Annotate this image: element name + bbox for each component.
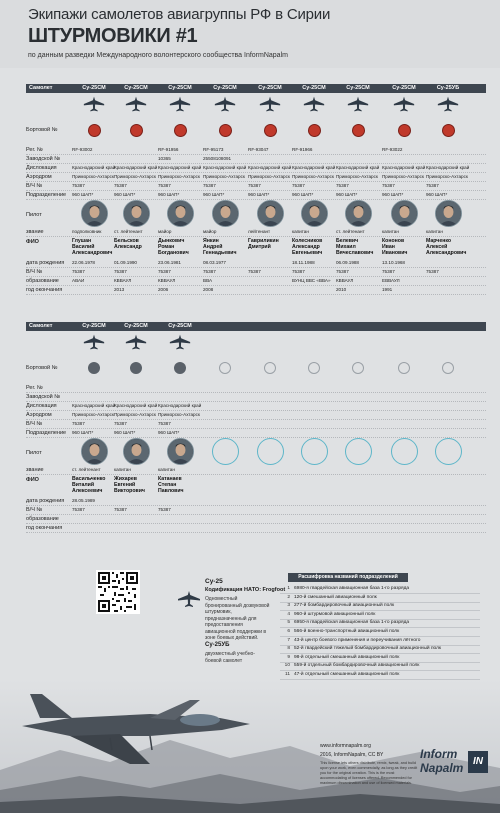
- row-label: Заводской №: [26, 156, 61, 162]
- row-cell: 960 ШАП*: [72, 430, 94, 435]
- pilot-name-part: Роман: [158, 244, 175, 250]
- data-row: [26, 429, 486, 438]
- aircraft-icon: [346, 95, 370, 118]
- row-cell: 960 ШАП*: [158, 192, 180, 197]
- unit-name: 120-й смешанный авиационный полк: [294, 594, 377, 600]
- pilot-name-part: Степан: [158, 482, 177, 488]
- crew-table-1: [26, 84, 486, 299]
- row-cell: Краснодарский край: [426, 165, 470, 170]
- row-cell: 75387: [72, 421, 85, 426]
- pilot-name-part: Марченко: [426, 238, 452, 244]
- row-cell: 2006: [158, 287, 169, 292]
- row-label: год окончания: [26, 525, 63, 531]
- row-cell: 75387: [114, 269, 127, 274]
- row-cell: 13.10.1968: [382, 260, 405, 265]
- row-cell: Краснодарский край: [114, 165, 158, 170]
- board-number-badge: [219, 362, 231, 374]
- row-cell: 75387: [426, 269, 439, 274]
- unit-name: 47-й отдельный смешанный авиационный полк: [294, 672, 400, 677]
- row-cell: 2013: [114, 287, 125, 292]
- pilot-rank: капитан: [426, 229, 443, 234]
- pilot-portrait: [301, 200, 328, 227]
- row-cell: Приморско-Ахтарск: [336, 174, 378, 179]
- pilot-name-part: Александр: [292, 244, 320, 250]
- pilot-name-part: Васильченко: [72, 476, 106, 482]
- aircraft-icon: [124, 333, 148, 356]
- unit-name: 559-й отдельный бомбардировочный авиационный полк: [294, 663, 420, 669]
- pilot-name-part: Андрей: [203, 244, 223, 250]
- row-cell: 75387: [292, 183, 305, 188]
- unit-number: 1: [287, 586, 290, 591]
- row-cell: 960 ШАП*: [292, 192, 314, 197]
- row-cell: КВВАУЛ: [336, 278, 354, 283]
- data-row: [26, 155, 486, 164]
- row-cell: Приморско-Ахтарск: [382, 174, 424, 179]
- row-cell: 2008: [203, 287, 214, 292]
- row-cell: 75387: [158, 507, 171, 512]
- row-cell: Краснодарский край: [158, 165, 202, 170]
- row-cell: Приморско-Ахтарск: [158, 174, 200, 179]
- pilot-name-part: Колесников: [292, 238, 323, 244]
- unit-name: 960-й штурмовой авиационный полк: [294, 611, 376, 617]
- aircraft-icon: [168, 95, 192, 118]
- row-cell: Краснодарский край: [158, 403, 202, 408]
- aircraft-icon: [82, 333, 106, 356]
- row-cell: RF-91966: [292, 147, 313, 152]
- pilot-portrait: [391, 438, 418, 465]
- unit-name: 566-й военно-транспортный авиационный полк: [294, 629, 400, 634]
- row-label: Дислокация: [26, 165, 57, 171]
- data-row: [26, 393, 486, 402]
- row-cell: Приморско-Ахтарск: [292, 174, 334, 179]
- row-label: образование: [26, 278, 59, 284]
- row-label: Дислокация: [26, 403, 57, 409]
- row-cell: 75387: [72, 507, 85, 512]
- row-cell: Краснодарский край: [336, 165, 380, 170]
- pilot-name-part: Богданович: [158, 250, 189, 256]
- pilot-portrait: [212, 200, 239, 227]
- pilot-name-part: Иван: [382, 244, 395, 250]
- row-cell: 75387: [292, 269, 305, 274]
- row-cell: 25508108091: [203, 156, 232, 161]
- aircraft-icon: [124, 95, 148, 118]
- row-cell: 22.06.1978: [72, 260, 95, 265]
- pilot-portrait: [435, 438, 462, 465]
- row-cell: 75387: [426, 183, 439, 188]
- unit-number: 11: [285, 672, 290, 677]
- rank-row: [26, 466, 486, 475]
- pilot-name-part: Александрович: [426, 250, 467, 256]
- row-cell: 75387: [114, 421, 127, 426]
- pilot-rank: капитан: [292, 229, 309, 234]
- row-cell: Краснодарский край: [248, 165, 292, 170]
- source-note: по данным разведки Международного волонтерского сообщества InformNapalm: [28, 52, 288, 59]
- unit-name: 6950-я гвардейская авиационная база 1-го разряда: [294, 620, 410, 626]
- aircraft-type-8: Су-25СМ: [392, 85, 416, 91]
- pilot-name-part: Бельсков: [114, 238, 139, 244]
- pilot-data-row: [26, 268, 486, 277]
- unit-number: 9: [287, 654, 290, 660]
- rank-label: звание: [26, 229, 44, 235]
- row-cell: 18.11.1988: [292, 260, 315, 265]
- board-number-badge: [264, 124, 277, 137]
- board-number-badge: [308, 124, 321, 137]
- pilot-portrait: [435, 200, 462, 227]
- row-cell: Приморско-Ахтарск: [203, 174, 245, 179]
- pilot-name-part: Дмитрий: [248, 244, 271, 250]
- pilot-name-part: Евгеньевич: [292, 250, 323, 256]
- data-row: [26, 411, 486, 420]
- pilot-name-part: Алексеевич: [72, 488, 103, 494]
- data-row: [26, 191, 486, 200]
- aircraft-type-6: Су-25СМ: [302, 85, 326, 91]
- pilot-portrait: [167, 200, 194, 227]
- row-cell: RF-91956: [158, 147, 179, 152]
- aircraft-header-bar: [26, 322, 486, 331]
- board-number-label: Бортовой №: [26, 127, 58, 133]
- qr-code[interactable]: [96, 570, 140, 614]
- row-cell: КВВАУЛ: [158, 278, 176, 283]
- row-label: В/Ч №: [26, 183, 43, 189]
- row-cell: 75387: [158, 421, 171, 426]
- board-number-label: Бортовой №: [26, 365, 58, 371]
- board-number-badge: [442, 362, 454, 374]
- aircraft-header-bar: [26, 84, 486, 93]
- rank-row: [26, 228, 486, 237]
- unit-name: 6980-я гвардейская авиационная база 1-го разряда: [294, 586, 410, 591]
- aircraft-type-2: Су-25СМ: [124, 323, 148, 329]
- unit-name: 98-й отдельный смешанный авиационный полк: [294, 654, 400, 660]
- row-cell: 960 ШАП*: [426, 192, 448, 197]
- aircraft-type-4: Су-25СМ: [213, 85, 237, 91]
- unit-number: 8: [287, 646, 290, 652]
- su25-title: Су-25: [205, 578, 223, 585]
- row-cell: 1991: [382, 287, 393, 292]
- pilot-portrait: [345, 438, 372, 465]
- footer: [0, 560, 500, 813]
- su25ub-description: двухместный учебно-боевой самолет: [205, 651, 255, 664]
- row-cell: 75387: [203, 269, 216, 274]
- pilot-data-row: [26, 259, 486, 268]
- crew-table-2: [26, 322, 486, 554]
- fio-label: ФИО: [26, 477, 39, 483]
- pilot-name-part: Викторович: [114, 488, 145, 494]
- pilot-name-part: Алексей: [426, 244, 448, 250]
- row-cell: 75387: [203, 183, 216, 188]
- aircraft-icon: [392, 95, 416, 118]
- aircraft-type-1: Су-25СМ: [82, 323, 106, 329]
- pilot-portrait: [81, 438, 108, 465]
- pilot-portrait: [301, 438, 328, 465]
- data-row: [26, 182, 486, 191]
- aircraft-type-3: Су-25СМ: [168, 323, 192, 329]
- logo-in-badge: IN: [468, 751, 488, 773]
- unit-number: 6: [287, 629, 290, 634]
- aircraft-label: Самолет: [29, 85, 53, 91]
- row-cell: 75387: [382, 269, 395, 274]
- board-number-badge: [174, 362, 186, 374]
- aircraft-type-1: Су-25СМ: [82, 85, 106, 91]
- data-row: [26, 420, 486, 429]
- pilot-portrait: [123, 438, 150, 465]
- pilot-portrait: [257, 200, 284, 227]
- footer-site[interactable]: www.informnapalm.org: [320, 743, 371, 749]
- pilot-name-part: Катанаев: [158, 476, 182, 482]
- row-cell: 75387: [158, 183, 171, 188]
- logo-line1: Inform: [420, 747, 458, 761]
- page-subtitle: ШТУРМОВИКИ #1: [28, 25, 198, 47]
- board-number-badge: [398, 362, 410, 374]
- row-label: дата рождения: [26, 498, 65, 504]
- aircraft-type-7: Су-25СМ: [346, 85, 370, 91]
- data-row: [26, 173, 486, 182]
- pilot-name-part: Вячеславович: [336, 250, 374, 256]
- pilot-name-part: Янкин: [203, 238, 219, 244]
- unit-number: 5: [287, 620, 290, 626]
- board-number-badge: [352, 124, 365, 137]
- row-cell: Приморско-Ахтарск: [114, 174, 156, 179]
- row-cell: 75387: [382, 183, 395, 188]
- page-title: Экипажи самолетов авиагруппы РФ в Сирии: [28, 6, 331, 23]
- board-number-badge: [130, 124, 143, 137]
- pilot-data-row: [26, 515, 486, 524]
- row-cell: 75387: [336, 183, 349, 188]
- pilot-name-part: Евгений: [114, 482, 136, 488]
- row-cell: 75387: [248, 183, 261, 188]
- aircraft-type-9: Су-25УБ: [436, 85, 460, 91]
- board-number-badge: [130, 362, 142, 374]
- pilot-rank: майор: [203, 229, 217, 234]
- unit-number: 3: [287, 603, 290, 609]
- board-number-badge: [174, 124, 187, 137]
- row-cell: 75387: [114, 507, 127, 512]
- row-label: Заводской №: [26, 394, 61, 400]
- pilot-name-part: Виталий: [72, 482, 95, 488]
- row-cell: АВАИ: [72, 278, 85, 283]
- unit-number: 10: [284, 663, 290, 669]
- pilot-portrait: [123, 200, 150, 227]
- row-cell: ВВА: [203, 278, 213, 283]
- row-cell: Приморско-Ахтарск: [158, 412, 200, 417]
- row-label: образование: [26, 516, 59, 522]
- row-cell: Приморско-Ахтарск: [248, 174, 290, 179]
- row-cell: 23.06.1981: [158, 260, 181, 265]
- row-cell: 960 ШАП*: [114, 192, 136, 197]
- row-cell: 960 ШАП*: [114, 430, 136, 435]
- row-cell: RF-93002: [72, 147, 93, 152]
- unit-name: 43-й центр боевого применения и переучивания лётного: [294, 637, 421, 643]
- row-cell: Краснодарский край: [382, 165, 426, 170]
- row-cell: 960 ШАП*: [158, 430, 180, 435]
- su25-description: Одноместный бронированный дозвуковой штурмовик, предназначенный для предоставления авиационной поддержки в зоне боевых действий.: [205, 596, 270, 641]
- su25-silhouette-icon: [176, 590, 202, 608]
- pilot-portrait: [391, 200, 418, 227]
- row-cell: 960 ШАП*: [382, 192, 404, 197]
- row-label: Рег. №: [26, 147, 43, 153]
- row-cell: 75387: [336, 269, 349, 274]
- pilot-label: Пилот: [26, 212, 42, 218]
- row-cell: 01.09.1990: [114, 260, 137, 265]
- pilot-portrait: [167, 438, 194, 465]
- row-cell: 06.09.1988: [336, 260, 359, 265]
- pilot-portrait: [81, 200, 108, 227]
- pilot-name-part: Жихарев: [114, 476, 137, 482]
- row-cell: 960 ШАП*: [72, 192, 94, 197]
- rank-label: звание: [26, 467, 44, 473]
- aircraft-icon: [213, 95, 237, 118]
- board-number-badge: [88, 124, 101, 137]
- pilot-portrait: [212, 438, 239, 465]
- aircraft-icon: [258, 95, 282, 118]
- pilot-name-part: Павлович: [158, 488, 184, 494]
- row-cell: RF-93047: [248, 147, 269, 152]
- aircraft-type-3: Су-25СМ: [168, 85, 192, 91]
- aircraft-icon: [302, 95, 326, 118]
- board-number-badge: [88, 362, 100, 374]
- pilot-name-part: Кононов: [382, 238, 405, 244]
- row-cell: Краснодарский край: [203, 165, 247, 170]
- row-cell: Приморско-Ахтарск: [72, 412, 114, 417]
- row-cell: 75387: [248, 269, 261, 274]
- row-cell: 75387: [158, 269, 171, 274]
- pilot-rank: подполковник: [72, 229, 102, 234]
- pilot-name-part: Иванович: [382, 250, 408, 256]
- units-title: Расшифровка названий подразделений: [288, 573, 408, 582]
- aircraft-type-5: Су-25СМ: [258, 85, 282, 91]
- board-number-badge: [352, 362, 364, 374]
- row-label: дата рождения: [26, 260, 65, 266]
- row-label: Подразделение: [26, 192, 67, 198]
- row-cell: Приморско-Ахтарск: [72, 174, 114, 179]
- pilot-data-row: [26, 497, 486, 506]
- row-cell: Краснодарский край: [114, 403, 158, 408]
- row-cell: Приморско-Ахтарск: [426, 174, 468, 179]
- data-row: [26, 146, 486, 155]
- pilot-name-part: Гавриликин: [248, 238, 279, 244]
- unit-name: 52-й гвардейский тяжелый бомбардировочный авиационный полк: [294, 646, 441, 652]
- row-label: Аэродром: [26, 412, 52, 418]
- row-label: В/Ч №: [26, 421, 43, 427]
- row-cell: 2010: [336, 287, 347, 292]
- data-row: [26, 402, 486, 411]
- unit-name: 277-й бомбардировочный авиационный полк: [294, 603, 395, 609]
- su25ub-title: Су-25УБ: [205, 642, 230, 648]
- pilot-rank: капитан: [114, 467, 131, 472]
- pilot-data-row: [26, 277, 486, 286]
- pilot-label: Пилот: [26, 450, 42, 456]
- aircraft-icon: [168, 333, 192, 356]
- row-cell: КВВАУЛ: [114, 278, 132, 283]
- pilot-rank: ст. лейтенант: [114, 229, 143, 234]
- row-cell: 960 ШАП*: [248, 192, 270, 197]
- row-cell: Приморско-Ахтарск: [114, 412, 156, 417]
- row-cell: 75387: [72, 183, 85, 188]
- row-cell: Краснодарский край: [72, 165, 116, 170]
- pilot-name-part: Геннадьевич: [203, 250, 237, 256]
- aircraft-icon: [82, 95, 106, 118]
- aircraft-type-2: Су-25СМ: [124, 85, 148, 91]
- pilot-name-part: Дынкович: [158, 238, 185, 244]
- pilot-portrait: [257, 438, 284, 465]
- unit-number: 4: [287, 611, 290, 617]
- footer-license: This license lets others distribute, remix, tweak, and build upon your work, even commercially, as long as they credit you for the original creation. This is the most accommodating of licenses offered. Recommended for maximum dissemination and use of licensed materials.: [320, 761, 418, 785]
- pilot-rank: капитан: [382, 229, 399, 234]
- pilot-data-row: [26, 506, 486, 515]
- pilot-name-part: Глушан: [72, 238, 92, 244]
- su25-nato: Кодификация НАТО: Frogfoot: [205, 587, 286, 593]
- row-cell: ВУНЦ ВВС «ВВА»: [292, 278, 331, 283]
- board-number-badge: [442, 124, 455, 137]
- row-cell: 28.05.1989: [72, 498, 95, 503]
- row-cell: Краснодарский край: [72, 403, 116, 408]
- row-cell: 10365: [158, 156, 171, 161]
- data-row: [26, 164, 486, 173]
- pilot-name-part: Александрович: [72, 250, 113, 256]
- row-cell: 75387: [114, 183, 127, 188]
- row-cell: Краснодарский край: [292, 165, 336, 170]
- row-cell: 960 ШАП*: [203, 192, 225, 197]
- board-number-badge: [398, 124, 411, 137]
- pilot-name-part: Михаил: [336, 244, 356, 250]
- logo-line2: Napalm: [420, 761, 464, 775]
- pilot-name-part: Василий: [72, 244, 95, 250]
- pilot-name-part: Белевич: [336, 238, 359, 244]
- pilot-data-row: [26, 524, 486, 533]
- row-cell: 75387: [72, 269, 85, 274]
- row-label: Аэродром: [26, 174, 52, 180]
- data-row: [26, 384, 486, 393]
- row-label: Подразделение: [26, 430, 67, 436]
- footer-copyright: 2016, InformNapalm, CC BY: [320, 752, 384, 758]
- row-cell: RF-93022: [382, 147, 403, 152]
- aircraft-label: Самолет: [29, 323, 53, 329]
- row-label: Рег. №: [26, 385, 43, 391]
- row-label: В/Ч №: [26, 269, 43, 275]
- board-number-badge: [219, 124, 232, 137]
- unit-number: 2: [287, 594, 290, 600]
- pilot-rank: капитан: [158, 467, 175, 472]
- aircraft-icon: [436, 95, 460, 118]
- pilot-rank: майор: [158, 229, 172, 234]
- board-number-badge: [264, 362, 276, 374]
- row-cell: ЕВВАУЛ: [382, 278, 400, 283]
- pilot-data-row: [26, 286, 486, 295]
- pilot-portrait: [345, 200, 372, 227]
- header: [0, 0, 500, 68]
- row-label: год окончания: [26, 287, 63, 293]
- row-cell: 960 ШАП*: [336, 192, 358, 197]
- unit-number: 7: [287, 637, 290, 643]
- pilot-rank: ст. лейтенант: [72, 467, 101, 472]
- row-cell: 08.03.1977: [203, 260, 226, 265]
- row-label: В/Ч №: [26, 507, 43, 513]
- row-cell: RF-95173: [203, 147, 224, 152]
- informnapalm-logo: [420, 747, 490, 787]
- pilot-rank: лейтенант: [248, 229, 271, 234]
- pilot-rank: ст. лейтенант: [336, 229, 365, 234]
- board-number-badge: [308, 362, 320, 374]
- pilot-name-part: Александр: [114, 244, 142, 250]
- fio-label: ФИО: [26, 239, 39, 245]
